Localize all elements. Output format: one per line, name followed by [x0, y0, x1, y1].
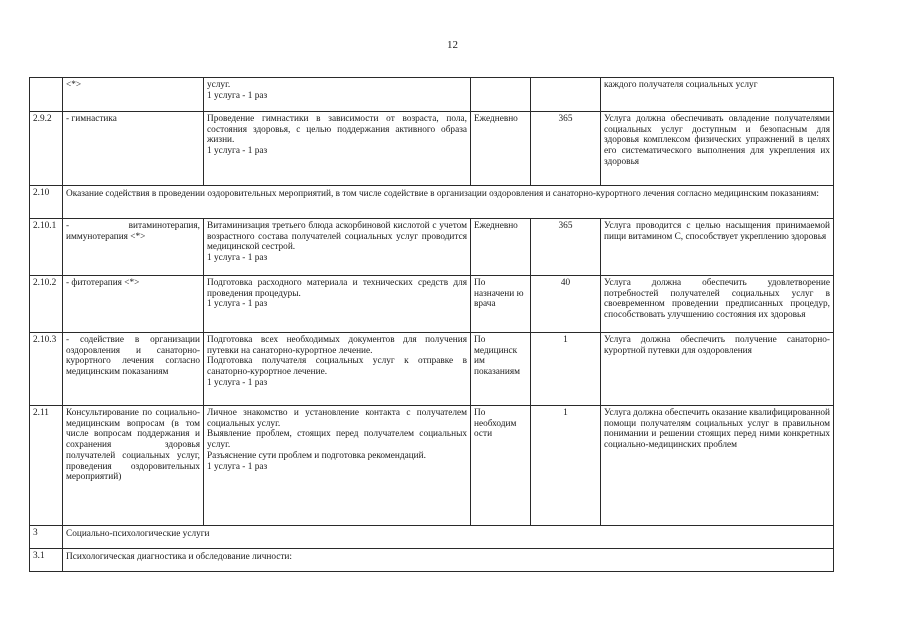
description-line: 1 услуга - 1 раз: [207, 461, 268, 472]
section-title: Социально-психологические услуги: [63, 526, 834, 549]
description-line: 1 услуга - 1 раз: [207, 377, 268, 388]
row-code: 3.1: [30, 549, 63, 572]
description-line: 1 услуга - 1 раз: [207, 90, 268, 101]
service-volume: 1: [531, 333, 601, 406]
service-volume: 1: [531, 406, 601, 526]
service-description: [204, 333, 471, 406]
section-title: Психологическая диагностика и обследование личности:: [63, 549, 834, 572]
page-number: 12: [447, 39, 458, 51]
service-row: [30, 276, 834, 333]
service-description: [204, 406, 471, 526]
service-name: - гимнастика: [63, 112, 204, 186]
row-code: 2.10.2: [30, 276, 63, 333]
service-name: <*>: [63, 78, 204, 112]
description-line: 1 услуга - 1 раз: [207, 253, 268, 264]
section-row: [30, 549, 834, 572]
service-conditions: Услуга должна обеспечить получение санаторно-курортной путевки для оздоровления: [601, 333, 834, 406]
service-row: [30, 333, 834, 406]
service-name: - витаминотерапия, иммунотерапия <*>: [63, 219, 204, 276]
row-code: 2.11: [30, 406, 63, 526]
service-description: [204, 219, 471, 276]
row-code: 2.10: [30, 186, 63, 219]
service-frequency: Ежедневно: [471, 112, 531, 186]
service-frequency: Ежедневно: [471, 219, 531, 276]
service-row: [30, 78, 834, 112]
row-code: 2.10.3: [30, 333, 63, 406]
section-row: [30, 526, 834, 549]
service-frequency: По назначени ю врача: [471, 276, 531, 333]
service-row: [30, 112, 834, 186]
service-conditions: Услуга должна обеспечить оказание квалифицированной помощи получателям социальных услуг в правильном понимании и решении стоящих перед ними конкретных социально-медицинских проблем: [601, 406, 834, 526]
description-line: Подготовка расходного материала и технических средств для проведения процедуры.: [207, 278, 467, 299]
service-conditions: Услуга должна обеспечить удовлетворение потребностей получателей социальных услуг в своевременном проведении предписанных процедур, способствовать улучшению состояния их здоровья: [601, 276, 834, 333]
service-volume: 40: [531, 276, 601, 333]
service-row: [30, 219, 834, 276]
service-name: - фитотерапия <*>: [63, 276, 204, 333]
service-volume: [531, 78, 601, 112]
service-volume: 365: [531, 219, 601, 276]
service-conditions: каждого получателя социальных услуг: [601, 78, 834, 112]
row-code: 3: [30, 526, 63, 549]
service-name: - содействие в организации оздоровления и санаторно-курортного лечения согласно медицинским показаниям: [63, 333, 204, 406]
service-frequency: По необходим ости: [471, 406, 531, 526]
description-line: Проведение гимнастики в зависимости от возраста, пола, состояния здоровья, с целью поддержания активного образа жизни.: [207, 114, 467, 146]
row-code: 2.10.1: [30, 219, 63, 276]
description-line: Выявление проблем, стоящих перед получателем социальных услуг.: [207, 429, 467, 451]
service-conditions: Услуга проводится с целью насыщения принимаемой пищи витамином С, способствует укреплению здоровья: [601, 219, 834, 276]
section-title: Оказание содействия в проведении оздоровительных мероприятий, в том числе содействие в организации оздоровления и санаторно-курортного лечения согласно медицинским показаниям:: [63, 186, 834, 219]
row-code: 2.9.2: [30, 112, 63, 186]
description-line: Подготовка получателя социальных услуг к отправке в санаторно-курортное лечение.: [207, 356, 467, 378]
section-row: [30, 186, 834, 219]
description-line: Витаминизация третьего блюда аскорбиновой кислотой с учетом возрастного состава получателей социальных услуг проводится медицинской сестрой.: [207, 221, 467, 253]
row-code: [30, 78, 63, 112]
description-line: Личное знакомство и установление контакта с получателем социальных услуг.: [207, 408, 467, 429]
service-name: Консультирование по социально-медицинским вопросам (в том числе вопросам поддержания и сохранения здоровья получателей социальных услуг, проведения оздоровительных мероприятий): [63, 406, 204, 526]
description-line: Разъяснение сути проблем и подготовка рекомендаций.: [207, 450, 426, 461]
service-frequency: [471, 78, 531, 112]
service-conditions: Услуга должна обеспечивать овладение получателями социальных услуг доступным и безопасным для здоровья комплексом физических упражнений в целях его систематического выполнения для укрепления их здоровья: [601, 112, 834, 186]
service-description: [204, 276, 471, 333]
description-line: 1 услуга - 1 раз: [207, 146, 268, 157]
description-line: Подготовка всех необходимых документов для получения путевки на санаторно-курортное лечение.: [207, 335, 467, 356]
services-table-body: [30, 78, 834, 572]
service-description: [204, 112, 471, 186]
service-description: [204, 78, 471, 112]
service-volume: 365: [531, 112, 601, 186]
description-line: услуг.: [207, 80, 231, 90]
service-frequency: По медицинск им показаниям: [471, 333, 531, 406]
services-table: [29, 77, 834, 572]
service-row: [30, 406, 834, 526]
description-line: 1 услуга - 1 раз: [207, 299, 268, 310]
